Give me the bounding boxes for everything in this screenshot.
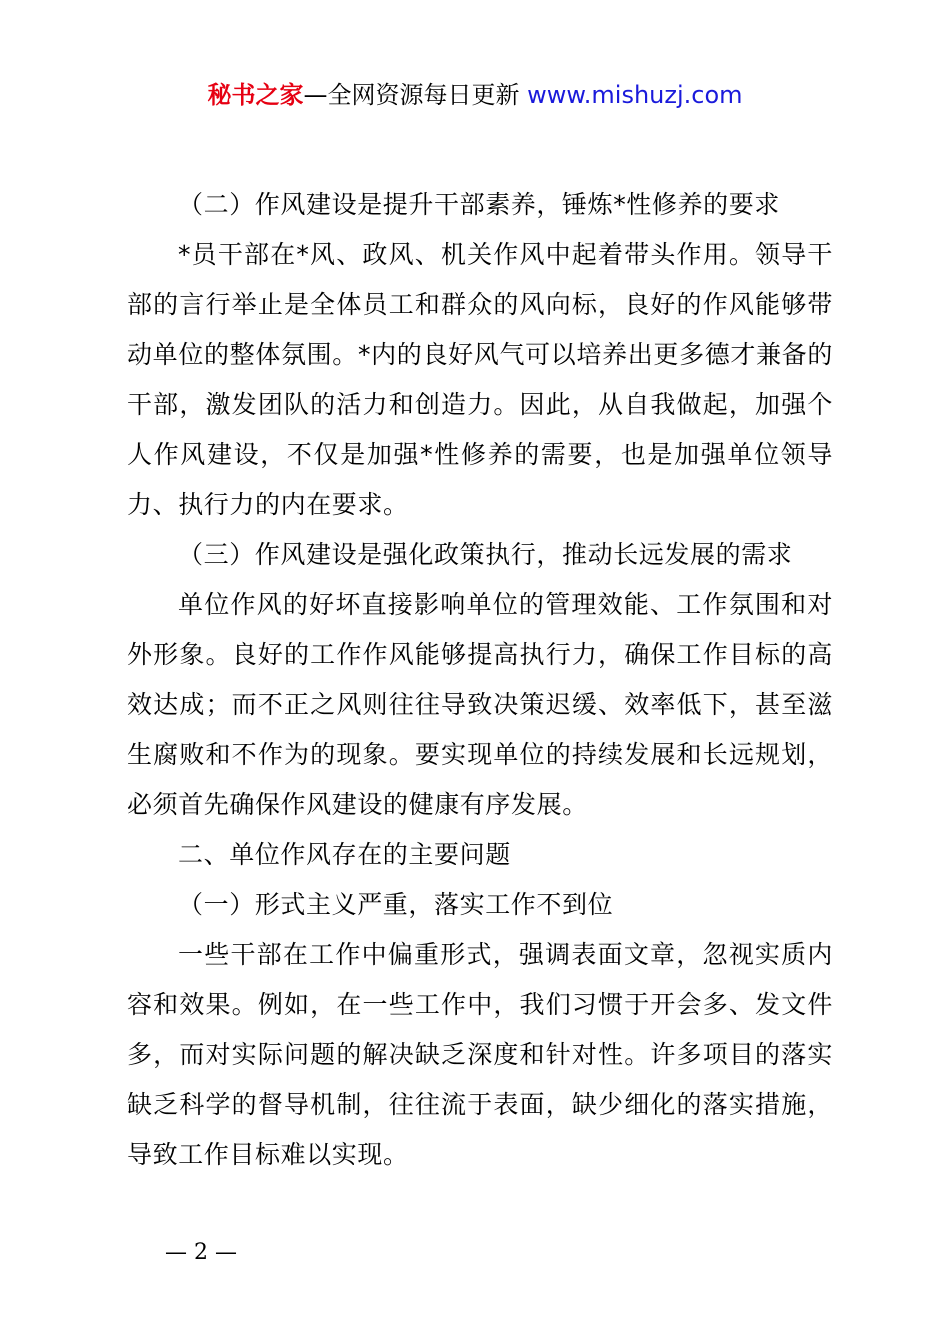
site-header xyxy=(0,78,950,112)
body-paragraph: 一些干部在工作中偏重形式，强调表面文章，忽视实质内容和效果。例如，在一些工作中，我们习惯于开会多、发文件多，而对实际问题的解决缺乏深度和针对性。许多项目的落实缺乏科学的督导机制，往往流于表面，缺少细化的落实措施，导致工作目标难以实现。 xyxy=(127,940,833,1169)
body-paragraph: *员干部在*风、政风、机关作风中起着带头作用。领导干部的言行举止是全体员工和群众的风向标，良好的作风能够带动单位的整体氛围。*内的良好风气可以培养出更多德才兼备的干部，激发团队的活力和创造力。因此，从自我做起，加强个人作风建设，不仅是加强*性修养的需要，也是加强单位领导力、执行力的内在要求。 xyxy=(127,240,833,519)
site-url-link[interactable]: www.mishuzj.com xyxy=(527,81,743,109)
page-number: — 2 — xyxy=(165,1240,237,1265)
header-slogan: —全网资源每日更新 xyxy=(303,81,520,109)
section-heading: （一）形式主义严重，落实工作不到位 xyxy=(178,890,614,919)
document-body xyxy=(127,180,833,1180)
brand-name: 秘书之家 xyxy=(207,81,304,109)
body-paragraph: 单位作风的好坏直接影响单位的管理效能、工作氛围和对外形象。良好的工作作风能够提高执行力，确保工作目标的高效达成；而不正之风则往往导致决策迟缓、效率低下，甚至滋生腐败和不作为的现象。要实现单位的持续发展和长远规划，必须首先确保作风建设的健康有序发展。 xyxy=(127,590,833,819)
section-heading: （三）作风建设是强化政策执行，推动长远发展的需求 xyxy=(178,540,793,569)
chapter-heading: 二、单位作风存在的主要问题 xyxy=(178,840,511,869)
section-heading: （二）作风建设是提升干部素养，锤炼*性修养的要求 xyxy=(178,190,780,219)
